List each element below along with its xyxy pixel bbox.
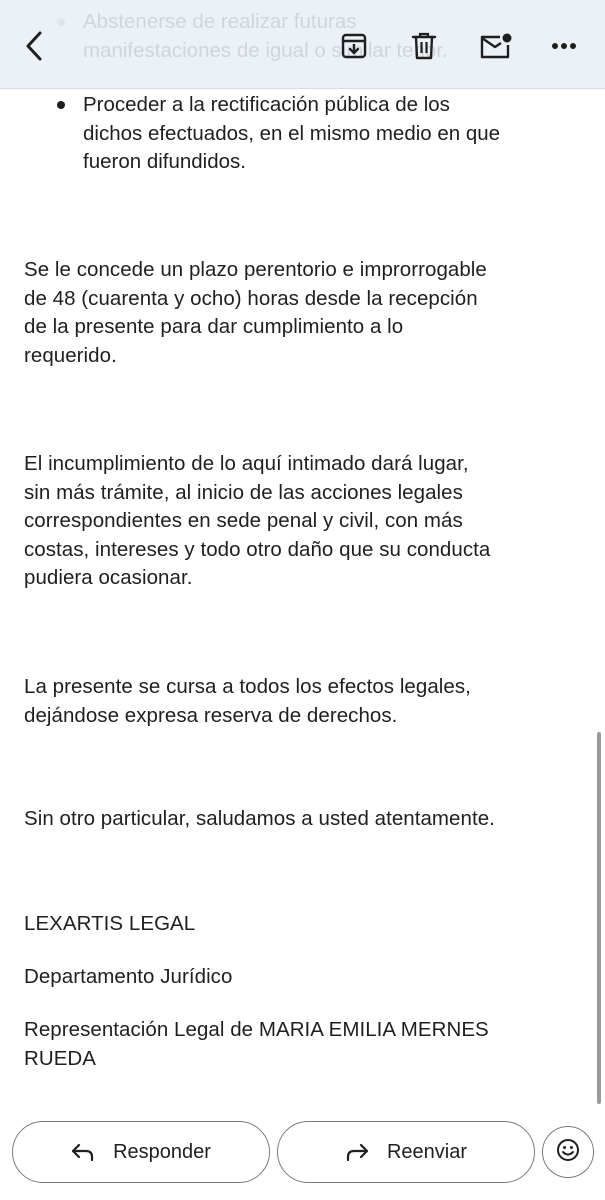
archive-button[interactable] bbox=[334, 26, 374, 66]
emoji-reaction-button[interactable] bbox=[542, 1126, 594, 1178]
paragraph-line: correspondientes en sede penal y civil, con más bbox=[24, 509, 463, 533]
back-button[interactable] bbox=[14, 24, 54, 68]
paragraph-line: Representación Legal de MARIA EMILIA MERNES bbox=[24, 1018, 489, 1041]
bullet-list bbox=[0, 91, 500, 177]
paragraph-line: RUEDA bbox=[24, 1046, 97, 1070]
paragraph-line: costas, intereses y todo otro daño que su conducta bbox=[24, 537, 491, 561]
paragraph-line: La presente se cursa a todos los efectos legales, bbox=[24, 675, 471, 698]
reply-icon bbox=[71, 1142, 95, 1162]
paragraph-line: de la presente para dar cumplimiento a lo bbox=[24, 315, 404, 339]
trash-icon bbox=[411, 31, 437, 61]
mark-unread-button[interactable] bbox=[474, 26, 518, 66]
mail-unread-icon bbox=[479, 32, 513, 60]
more-horizontal-icon bbox=[551, 42, 577, 50]
paragraph-efectos bbox=[24, 673, 584, 730]
archive-icon bbox=[340, 32, 368, 60]
paragraph-line: pudiera ocasionar. bbox=[24, 566, 193, 590]
paragraph-line: Departamento Jurídico bbox=[24, 965, 233, 988]
paragraph-line: sin más trámite, al inicio de las acciones legales bbox=[24, 480, 463, 504]
smiley-icon bbox=[556, 1138, 580, 1167]
forward-label: Reenviar bbox=[386, 1140, 468, 1163]
reply-label: Responder bbox=[113, 1140, 211, 1163]
signature-firm bbox=[24, 910, 584, 939]
paragraph-line: LEXARTIS LEGAL bbox=[24, 912, 196, 935]
signature-department bbox=[24, 963, 584, 992]
delete-button[interactable] bbox=[404, 26, 444, 66]
list-item-rectificacion bbox=[0, 91, 500, 177]
bullet-line: fueron difundidos. bbox=[83, 150, 246, 174]
forward-icon bbox=[345, 1142, 369, 1162]
paragraph-line: dejándose expresa reserva de derechos. bbox=[24, 703, 398, 727]
bullet-dot bbox=[57, 101, 65, 109]
bullet-line: Proceder a la rectificación pública de los bbox=[83, 93, 450, 116]
signature-representation bbox=[24, 1016, 584, 1073]
paragraph-incumplimiento bbox=[24, 450, 584, 593]
paragraph-line: Sin otro particular, saludamos a usted atentamente. bbox=[24, 807, 495, 830]
forward-button[interactable] bbox=[277, 1121, 535, 1183]
closing-line bbox=[24, 805, 584, 834]
bullet-line: dichos efectuados, en el mismo medio en que bbox=[83, 121, 501, 145]
top-toolbar bbox=[0, 0, 605, 89]
paragraph-line: de 48 (cuarenta y ocho) horas desde la recepción bbox=[24, 286, 478, 310]
scrollbar[interactable] bbox=[597, 732, 601, 1104]
reply-button[interactable] bbox=[12, 1121, 270, 1183]
paragraph-line: Se le concede un plazo perentorio e improrrogable bbox=[24, 258, 487, 281]
more-options-button[interactable] bbox=[544, 26, 584, 66]
paragraph-line: requerido. bbox=[24, 343, 117, 367]
paragraph-line: El incumplimiento de lo aquí intimado dará lugar, bbox=[24, 452, 469, 475]
chevron-left-icon bbox=[23, 30, 45, 62]
paragraph-plazo bbox=[24, 256, 584, 370]
